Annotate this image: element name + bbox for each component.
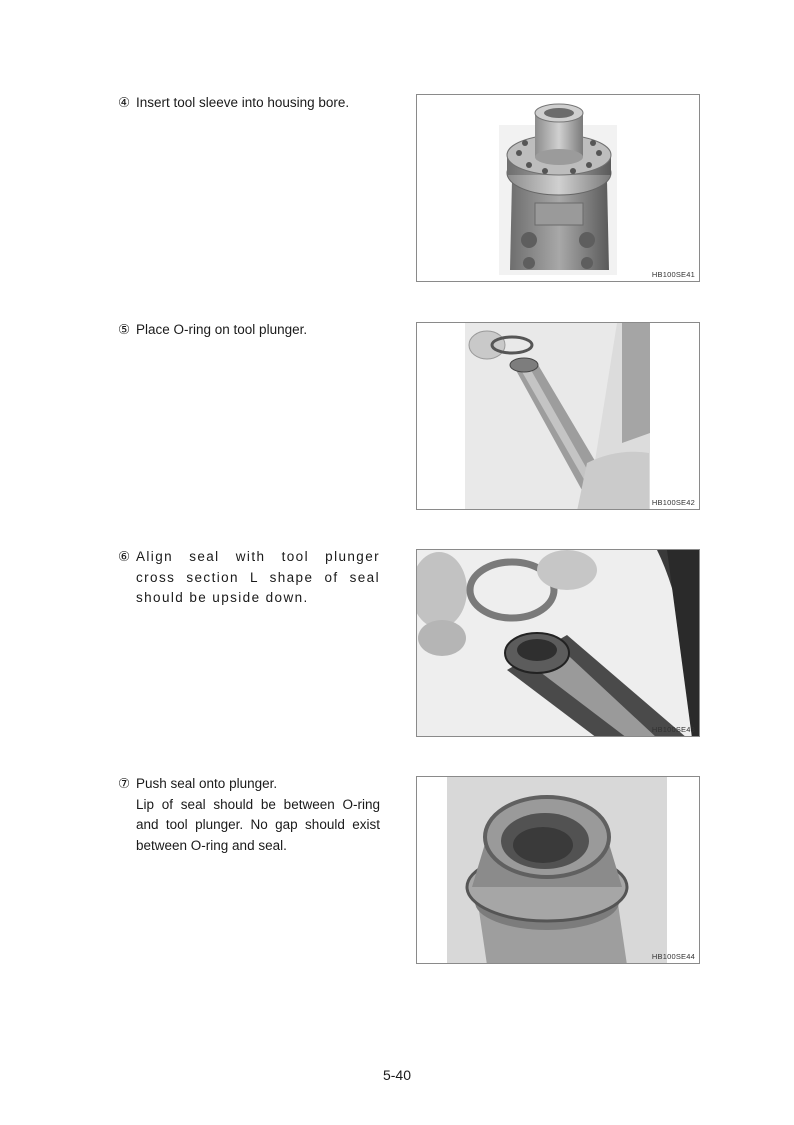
step-4-number: ④ — [118, 95, 131, 110]
step-5-instruction — [118, 320, 380, 341]
seal-push-photo-graphic — [417, 777, 700, 964]
step-6-image-code: HB100SE43 — [651, 725, 695, 734]
step-4-photo — [416, 94, 700, 282]
step-5-photo — [416, 322, 700, 510]
step-6-photo — [416, 549, 700, 737]
step-4-text: Insert tool sleeve into housing bore. — [136, 95, 350, 110]
oring-plunger-photo-graphic — [417, 323, 700, 510]
step-4-instruction — [118, 93, 380, 114]
step-4-image-code: HB100SE41 — [651, 270, 695, 279]
step-7-text: Lip of seal should be between O-ring and tool plunger. No gap should exist between O-ring and seal. — [136, 796, 380, 853]
step-7-instruction — [118, 774, 380, 856]
step-6-number: ⑥ — [118, 549, 131, 564]
housing-photo-graphic — [417, 95, 700, 282]
step-7-image-code: HB100SE44 — [651, 952, 695, 961]
step-6-text: Align seal with tool plunger cross section L shape of seal should be upside down. — [136, 549, 380, 605]
step-5-number: ⑤ — [118, 322, 131, 337]
step-7-number: ⑦ — [118, 776, 131, 791]
step-7-line1: Push seal onto plunger. — [136, 776, 278, 791]
page-number: 5-40 — [382, 1067, 412, 1083]
seal-alignment-photo-graphic — [417, 550, 700, 737]
step-7-photo — [416, 776, 700, 964]
step-5-text: Place O-ring on tool plunger. — [136, 322, 308, 337]
step-5-image-code: HB100SE42 — [651, 498, 695, 507]
step-6-instruction — [118, 547, 380, 609]
